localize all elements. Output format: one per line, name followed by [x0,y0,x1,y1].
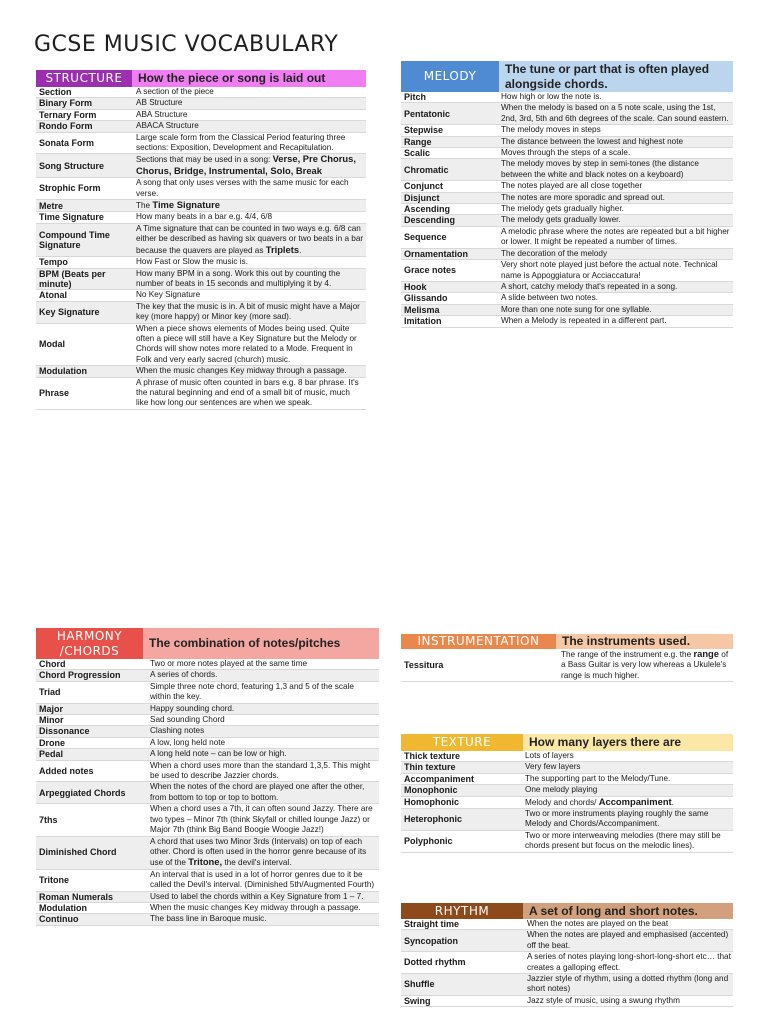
vocab-term: Accompaniment [401,773,523,784]
vocab-row [401,92,733,103]
vocab-definition [523,762,733,773]
vocab-definition [499,103,733,125]
vocab-term: Melisma [401,304,499,315]
vocab-definition [134,154,366,178]
vocab-term: Shuffle [401,974,525,996]
vocab-row [36,212,366,223]
vocab-definition [134,132,366,154]
definition-bold-term: Time Signature [152,199,220,211]
definition-text: Jazzier style of rhythm, using a dotted rhythm (long and short notes) [527,974,729,994]
vocab-row [36,737,379,748]
vocab-row [401,785,733,796]
vocab-term: Heterophonic [401,809,523,831]
vocab-definition [148,869,379,891]
vocab-row [401,952,733,974]
vocab-term: Drone [36,737,148,748]
vocab-row [401,215,733,226]
vocab-row [36,323,366,366]
definition-bold-term: Triplets [265,243,300,255]
vocab-term: Straight time [401,919,525,930]
vocab-definition [148,914,379,925]
definition-text: When a Melody is repeated in a different part. [501,316,667,326]
definition-text: The decoration of the melody [501,248,608,258]
vocab-row [36,749,379,760]
definition-text: How many BPM in a song. Work this out by counting the number of beats in 15 seconds and multiplying it by 4. [136,268,341,288]
vocab-term: Dotted rhythm [401,952,525,974]
vocab-definition [523,751,733,762]
vocab-term: Rondo Form [36,121,134,132]
vocab-definition [134,178,366,200]
vocab-term: Range [401,136,499,147]
vocab-definition [499,148,733,159]
vocab-term: Chromatic [401,159,499,181]
vocab-row [36,290,366,301]
vocab-definition [148,760,379,782]
vocab-definition [499,260,733,282]
vocab-term: Monophonic [401,785,523,796]
melody-section [401,61,733,328]
vocab-row [401,316,733,327]
vocab-definition [499,304,733,315]
vocab-definition [525,974,733,996]
definition-text: When a piece shows elements of Modes being used. Quite often a piece will still have a Key Signature but the Melody or Chords will show notes more related to a Mode. Frequent in Folk and very early sacred (church) music. [136,323,357,364]
vocab-term: Ascending [401,204,499,215]
vocab-term: Descending [401,215,499,226]
vocab-row [401,125,733,136]
vocab-definition [499,125,733,136]
definition-text: Very few layers [525,762,581,772]
definition-text: A slide between two notes. [501,293,598,303]
vocab-row [36,268,366,290]
vocab-definition [148,670,379,681]
definition-text: Used to label the chords within a Key Signature from 1 – 7. [150,891,364,901]
vocab-row [36,715,379,726]
vocab-definition [148,681,379,703]
definition-bold-term: range [693,648,719,659]
vocab-term: Conjunct [401,181,499,192]
definition-bold-term: Verse, Pre Chorus, Chorus, Bridge, Instrumental, Solo, Break [136,153,356,176]
vocab-term: Ornamentation [401,248,499,259]
vocab-term: Compound Time Signature [36,223,134,256]
vocab-row [401,919,733,930]
vocab-term: Homophonic [401,796,523,808]
vocab-row [36,902,379,913]
vocab-row [36,681,379,703]
definition-text: The notes played are all close together [501,181,643,191]
instrumentation-table [401,649,733,682]
definition-text: The [136,201,151,211]
vocab-row [401,995,733,1006]
vocab-row [36,223,366,256]
vocab-definition [134,290,366,301]
definition-text: The supporting part to the Melody/Tune. [525,773,671,783]
definition-text: Sections that may be used in a song: [136,155,271,165]
harmony-table [36,659,379,926]
vocab-term: Grace notes [401,260,499,282]
harmony-tag: HARMONY /CHORDS [36,628,143,659]
structure-tag: STRUCTURE [36,70,132,87]
vocab-definition [499,316,733,327]
vocab-term: Polyphonic [401,830,523,852]
vocab-term: Modulation [36,366,134,377]
vocab-term: Added notes [36,760,148,782]
vocab-definition [148,659,379,670]
definition-text: The distance between the lowest and highest note [501,136,684,146]
vocab-term: Thin texture [401,762,523,773]
vocab-row [401,293,733,304]
definition-text: The bass line in Baroque music. [150,914,267,924]
vocab-definition [499,92,733,103]
vocab-term: Swing [401,995,525,1006]
definition-text: One melody playing [525,785,598,795]
vocab-definition [523,773,733,784]
structure-description: How the piece or song is laid out [132,70,366,87]
vocab-term: Tempo [36,257,134,268]
definition-text: The melody moves in steps [501,125,601,135]
vocab-definition [148,782,379,804]
vocab-term: Atonal [36,290,134,301]
vocab-term: Syncopation [401,930,525,952]
definition-text: A phrase of music often counted in bars e.g. 8 bar phrase. It's the natural beginning and end of a small bit of music, much like how long our sentences are when we speak. [136,377,359,408]
vocab-term: Diminished Chord [36,836,148,869]
vocab-term: Chord Progression [36,670,148,681]
definition-text: AB Structure [136,98,183,108]
vocab-term: Imitation [401,316,499,327]
vocab-row [401,751,733,762]
definition-text: When the notes are played on the beat [527,919,669,928]
melody-tag: MELODY [401,61,499,92]
vocab-row [36,301,366,323]
definition-text: Happy sounding chord. [150,703,235,713]
definition-text: When the music changes Key midway through a passage. [136,366,347,376]
definition-text: ABA Structure [136,109,188,119]
definition-text-after: . [299,245,302,255]
vocab-term: Dissonance [36,726,148,737]
vocab-definition [499,215,733,226]
vocab-row [401,649,733,682]
definition-text: When a chord uses a 7th, it can often sound Jazzy. There are two types – Minor 7th (think Skyfall or chilled lounge Jazz) or Major 7th (think Big Band Boogie Woogie Jazz!) [150,804,373,835]
vocab-definition [134,377,366,409]
vocab-row [401,248,733,259]
vocab-row [36,98,366,109]
vocab-definition [148,715,379,726]
structure-table [36,87,366,410]
vocab-definition [499,181,733,192]
vocab-definition [499,192,733,203]
vocab-definition [134,109,366,120]
vocab-row [401,930,733,952]
definition-text: Simple three note chord, featuring 1,3 and 5 of the scale within the key. [150,681,354,702]
vocab-definition [499,226,733,248]
page-title: GCSE MUSIC VOCABULARY [34,32,339,57]
definition-text: Lots of layers [525,751,574,760]
vocab-definition [134,366,366,377]
harmony-section [36,628,379,926]
vocab-row [36,760,379,782]
vocab-row [401,226,733,248]
vocab-definition [499,293,733,304]
vocab-definition [134,121,366,132]
definition-text: Very short note played just before the actual note. Technical name is Appoggiatura or Acciaccatura! [501,260,718,280]
vocab-row [36,804,379,836]
vocab-term: Arpeggiated Chords [36,782,148,804]
vocab-row [36,782,379,804]
definition-text: A low, long held note [150,737,226,747]
definition-text: A melodic phrase where the notes are repeated but a bit higher or lower. It might be repeated a number of times. [501,226,730,247]
vocab-term: Modulation [36,902,148,913]
definition-text: An interval that is used in a lot of horror genres due to it be called the Devil's interval. (Diminished 5th/Augmented Fourth) [150,869,375,890]
vocab-term: Scalic [401,148,499,159]
vocab-row [36,109,366,120]
vocab-term: Pedal [36,749,148,760]
vocab-term: 7ths [36,804,148,836]
vocab-term: Ternary Form [36,109,134,120]
texture-table [401,751,733,853]
vocab-row [401,762,733,773]
vocab-row [36,366,366,377]
vocab-term: Song Structure [36,154,134,178]
definition-text: The melody moves by step in semi-tones (the distance between the white and black notes on a keyboard) [501,159,699,179]
vocab-row [36,178,366,200]
vocab-definition [134,301,366,323]
vocab-row [401,181,733,192]
definition-text-after: . [671,797,674,807]
vocab-row [36,891,379,902]
definition-text: When a chord uses more than the standard 1,3,5. This might be used to describe Jazzier chords. [150,760,371,781]
vocab-term: Major [36,703,148,714]
definition-text: Jazz style of music, using a swung rhythm [527,995,680,1005]
vocab-row [36,659,379,670]
vocab-row [36,914,379,925]
definition-text: A series of chords. [150,670,218,680]
definition-text: When the notes are played and emphasised (accented) off the beat. [527,930,729,950]
vocab-definition [134,98,366,109]
vocab-definition [134,323,366,366]
vocab-row [401,103,733,125]
vocab-row [36,726,379,737]
vocab-definition [148,891,379,902]
vocab-row [401,809,733,831]
vocab-definition [525,995,733,1006]
vocab-term: Continuo [36,914,148,925]
vocab-term: Glissando [401,293,499,304]
definition-bold-term: Accompaniment [598,795,672,807]
vocab-row [401,281,733,292]
vocab-term: BPM (Beats per minute) [36,268,134,290]
definition-text-after: the devil's interval. [222,858,292,868]
vocab-row [36,257,366,268]
vocab-definition [525,930,733,952]
vocab-row [36,200,366,212]
vocab-row [36,132,366,154]
texture-tag: TEXTURE [401,734,523,751]
vocab-row [36,670,379,681]
vocab-term: Phrase [36,377,134,409]
vocab-row [401,159,733,181]
definition-text: More than one note sung for one syllable. [501,304,652,314]
vocab-definition [499,281,733,292]
vocab-row [36,869,379,891]
definition-text: The key that the music is in. A bit of music might have a Major key (more happy) or Minor key (more sad). [136,301,360,322]
definition-text: Two or more interweaving melodies (there may still be chords present but focus on the melodic lines). [525,830,721,851]
vocab-term: Tessitura [401,649,559,682]
vocab-definition [499,204,733,215]
vocab-definition [148,749,379,760]
vocab-definition [134,87,366,98]
definition-text: The range of the instrument e.g. the [561,650,692,659]
definition-text-after: of a Bass Guitar is very low whereas a Ukulele's range is much higher. [561,650,729,680]
vocab-term: Key Signature [36,301,134,323]
definition-text: The melody gets gradually lower. [501,215,621,225]
vocab-definition [499,248,733,259]
definition-text: The notes are more sporadic and spread out. [501,192,665,202]
instrumentation-section [401,634,733,682]
definition-text: A chord that uses two Minor 3rds (Intervals) on top of each other. Chord is often used in the horror genre because of its use of the [150,836,367,868]
definition-text: Clashing notes [150,726,205,736]
vocab-row [401,192,733,203]
definition-text: When the notes of the chord are played one after the other, from bottom to top or top to bottom. [150,782,365,802]
texture-description: How many layers there are [523,734,733,751]
vocab-row [36,87,366,98]
definition-text: When the music changes Key midway through a passage. [150,902,361,912]
vocab-term: Metre [36,200,134,212]
vocab-definition [134,223,366,256]
vocab-definition [525,952,733,974]
rhythm-section [401,903,733,1007]
definition-text: ABACA Structure [136,121,199,131]
vocab-row [401,304,733,315]
rhythm-description: A set of long and short notes. [523,903,733,919]
vocab-row [36,121,366,132]
vocab-definition [148,804,379,836]
vocab-definition [134,268,366,290]
harmony-description: The combination of notes/pitches [143,628,379,659]
vocab-row [401,830,733,852]
rhythm-table [401,919,733,1007]
vocab-definition [134,200,366,212]
instrumentation-description: The instruments used. [556,634,733,649]
vocab-row [401,204,733,215]
structure-section [36,70,366,410]
vocab-term: Stepwise [401,125,499,136]
definition-text: How many beats in a bar e.g. 4/4, 6/8 [136,212,273,222]
vocab-term: Hook [401,281,499,292]
vocab-term: Roman Numerals [36,891,148,902]
vocab-definition [523,785,733,796]
definition-text: A short, catchy melody that's repeated in a song. [501,281,678,291]
vocab-definition [148,836,379,869]
definition-text: A long held note – can be low or high. [150,749,287,759]
vocab-row [401,796,733,808]
vocab-term: Modal [36,323,134,366]
melody-table [401,92,733,328]
vocab-definition [499,159,733,181]
vocab-row [36,703,379,714]
definition-text: Two or more instruments playing roughly the same Melody and Chords/Accompaniment. [525,809,709,829]
vocab-term: Sequence [401,226,499,248]
vocab-definition [499,136,733,147]
vocab-term: Pentatonic [401,103,499,125]
definition-text: A series of notes playing long-short-long-short etc… that creates a galloping effect. [527,952,731,972]
definition-text: Sad sounding Chord [150,715,225,725]
vocab-term: Minor [36,715,148,726]
vocab-term: Pitch [401,92,499,103]
vocab-definition [525,919,733,930]
vocab-definition [134,212,366,223]
definition-text: When the melody is based on a 5 note scale, using the 1st, 2nd, 3rd, 5th and 6th degrees of the scale. Can sound eastern. [501,103,729,123]
vocab-row [401,136,733,147]
vocab-term: Section [36,87,134,98]
vocab-row [401,148,733,159]
definition-text: A song that only uses verses with the same music for each verse. [136,178,349,198]
vocab-term: Chord [36,659,148,670]
texture-section [401,734,733,853]
vocab-row [36,836,379,869]
definition-text: Moves through the steps of a scale. [501,148,631,158]
definition-text: Large scale form from the Classical Period featuring three sections: Exposition, Development and Recapitulation. [136,132,346,153]
rhythm-tag: RHYTHM [401,903,523,919]
vocab-term: Strophic Form [36,178,134,200]
vocab-row [401,773,733,784]
definition-bold-term: Tritone, [188,856,223,868]
instrumentation-tag: INSTRUMENTATION [401,634,556,649]
vocab-definition [523,809,733,831]
definition-text: How high or low the note is. [501,92,602,101]
vocab-definition [523,830,733,852]
definition-text: Melody and chords/ [525,797,597,807]
vocab-definition [148,726,379,737]
vocab-definition [134,257,366,268]
vocab-row [401,260,733,282]
definition-text: No Key Signature [136,290,201,300]
vocab-row [401,974,733,996]
vocab-definition [559,649,733,682]
vocab-term: Thick texture [401,751,523,762]
vocab-row [36,154,366,178]
definition-text: How Fast or Slow the music is. [136,257,248,267]
vocab-definition [148,902,379,913]
definition-text: Two or more notes played at the same time [150,659,308,668]
vocab-row [36,377,366,409]
definition-text: The melody gets gradually higher. [501,204,624,214]
vocab-term: Time Signature [36,212,134,223]
vocab-definition [148,737,379,748]
vocab-term: Disjunct [401,192,499,203]
definition-text: A Time signature that can be counted in two ways e.g. 6/8 can either be described as having six quavers or two beats in a bar because the quavers are played as [136,223,364,255]
vocab-term: Tritone [36,869,148,891]
vocab-term: Binary Form [36,98,134,109]
vocab-definition [148,703,379,714]
definition-text: A section of the piece [136,87,214,96]
melody-description: The tune or part that is often played alongside chords. [499,61,733,92]
vocab-definition [523,796,733,808]
vocab-term: Triad [36,681,148,703]
vocab-term: Sonata Form [36,132,134,154]
